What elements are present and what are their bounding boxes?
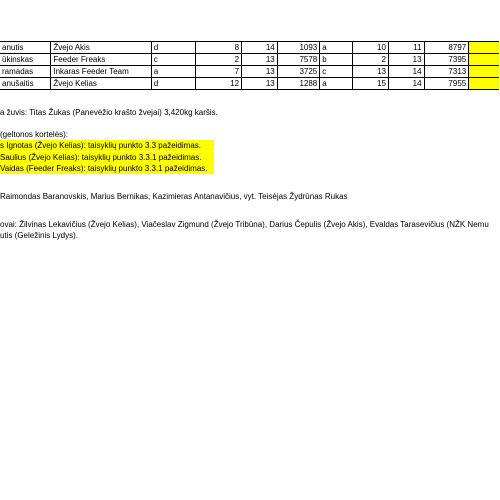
highlight-cell bbox=[469, 66, 499, 78]
table-row bbox=[0, 66, 499, 78]
weight-cell: 1093 bbox=[277, 42, 319, 54]
yellow-card-item: Saulius (Žvejo Kelias): taisyklių punkto 3.3.1 pažeidimas. bbox=[0, 152, 214, 163]
total-weight-cell: 7955 bbox=[424, 78, 469, 90]
place-cell: 7 bbox=[196, 66, 242, 78]
participant-name: anutis bbox=[0, 42, 51, 54]
highlight-cell bbox=[469, 42, 499, 54]
sector-cell: b bbox=[320, 54, 353, 66]
sector-cell: c bbox=[320, 66, 353, 78]
table-row bbox=[0, 54, 499, 66]
yellow-card-item: Vaidas (Feeder Freaks): taisyklių punkto 3.3.1 pažeidimas. bbox=[0, 163, 214, 174]
points-cell: 14 bbox=[242, 42, 278, 54]
sector-cell: a bbox=[320, 42, 353, 54]
table-row bbox=[0, 78, 499, 90]
place-cell: 8 bbox=[196, 42, 242, 54]
place-cell: 12 bbox=[196, 78, 242, 90]
sector-cell: c bbox=[151, 54, 196, 66]
place-cell: 2 bbox=[196, 54, 242, 66]
points-cell: 11 bbox=[388, 42, 424, 54]
total-weight-cell: 8797 bbox=[424, 42, 469, 54]
biggest-fish-note: a žuvis: Titas Žukas (Panevėžio krašto žvejai) 3,420kg karšis. bbox=[0, 108, 218, 117]
yellow-cards-heading: (geltonos kortelės): bbox=[0, 130, 69, 139]
place-cell: 15 bbox=[353, 78, 389, 90]
team-name: Žvejo Akis bbox=[51, 42, 151, 54]
weight-cell: 1288 bbox=[277, 78, 319, 90]
total-weight-cell: 7313 bbox=[424, 66, 469, 78]
participant-name: ūkinskas bbox=[0, 54, 51, 66]
table-row bbox=[0, 42, 499, 54]
sector-cell: d bbox=[151, 42, 196, 54]
team-name: Inkaras Feeder Team bbox=[51, 66, 151, 78]
place-cell: 13 bbox=[353, 66, 389, 78]
total-weight-cell: 7395 bbox=[424, 54, 469, 66]
judges-list: Raimondas Baranovskis, Marius Bernikas, Kazimieras Antanavičius, vyt. Teisėjas Žydrūnas Rukas bbox=[0, 192, 348, 201]
results-table bbox=[0, 41, 499, 90]
points-cell: 13 bbox=[242, 54, 278, 66]
organizers-list-continued: utis (Geležinis Lydys). bbox=[0, 231, 78, 240]
sector-cell: a bbox=[320, 78, 353, 90]
organizers-list: ovai: Žilvinas Lekavičius (Žvejo Kelias), Viačeslav Zigmund (Žvejo Tribūna), Darius Čepulis (Žvejo Akis), Evaldas Tarasevičius (NŽK Nemu bbox=[0, 220, 489, 229]
team-name: Žvejo Kelias bbox=[51, 78, 151, 90]
points-cell: 14 bbox=[388, 78, 424, 90]
points-cell: 13 bbox=[388, 54, 424, 66]
highlight-cell bbox=[469, 78, 499, 90]
place-cell: 2 bbox=[353, 54, 389, 66]
points-cell: 13 bbox=[242, 78, 278, 90]
place-cell: 10 bbox=[353, 42, 389, 54]
weight-cell: 7578 bbox=[277, 54, 319, 66]
team-name: Feeder Freaks bbox=[51, 54, 151, 66]
weight-cell: 3725 bbox=[277, 66, 319, 78]
participant-name: anušaitis bbox=[0, 78, 51, 90]
points-cell: 13 bbox=[242, 66, 278, 78]
highlight-cell bbox=[469, 54, 499, 66]
points-cell: 14 bbox=[388, 66, 424, 78]
yellow-card-item: s Ignotas (Žvejo Kelias): taisyklių punkto 3.3 pažeidimas. bbox=[0, 140, 214, 151]
sector-cell: d bbox=[151, 78, 196, 90]
participant-name: ramadas bbox=[0, 66, 51, 78]
sector-cell: a bbox=[151, 66, 196, 78]
